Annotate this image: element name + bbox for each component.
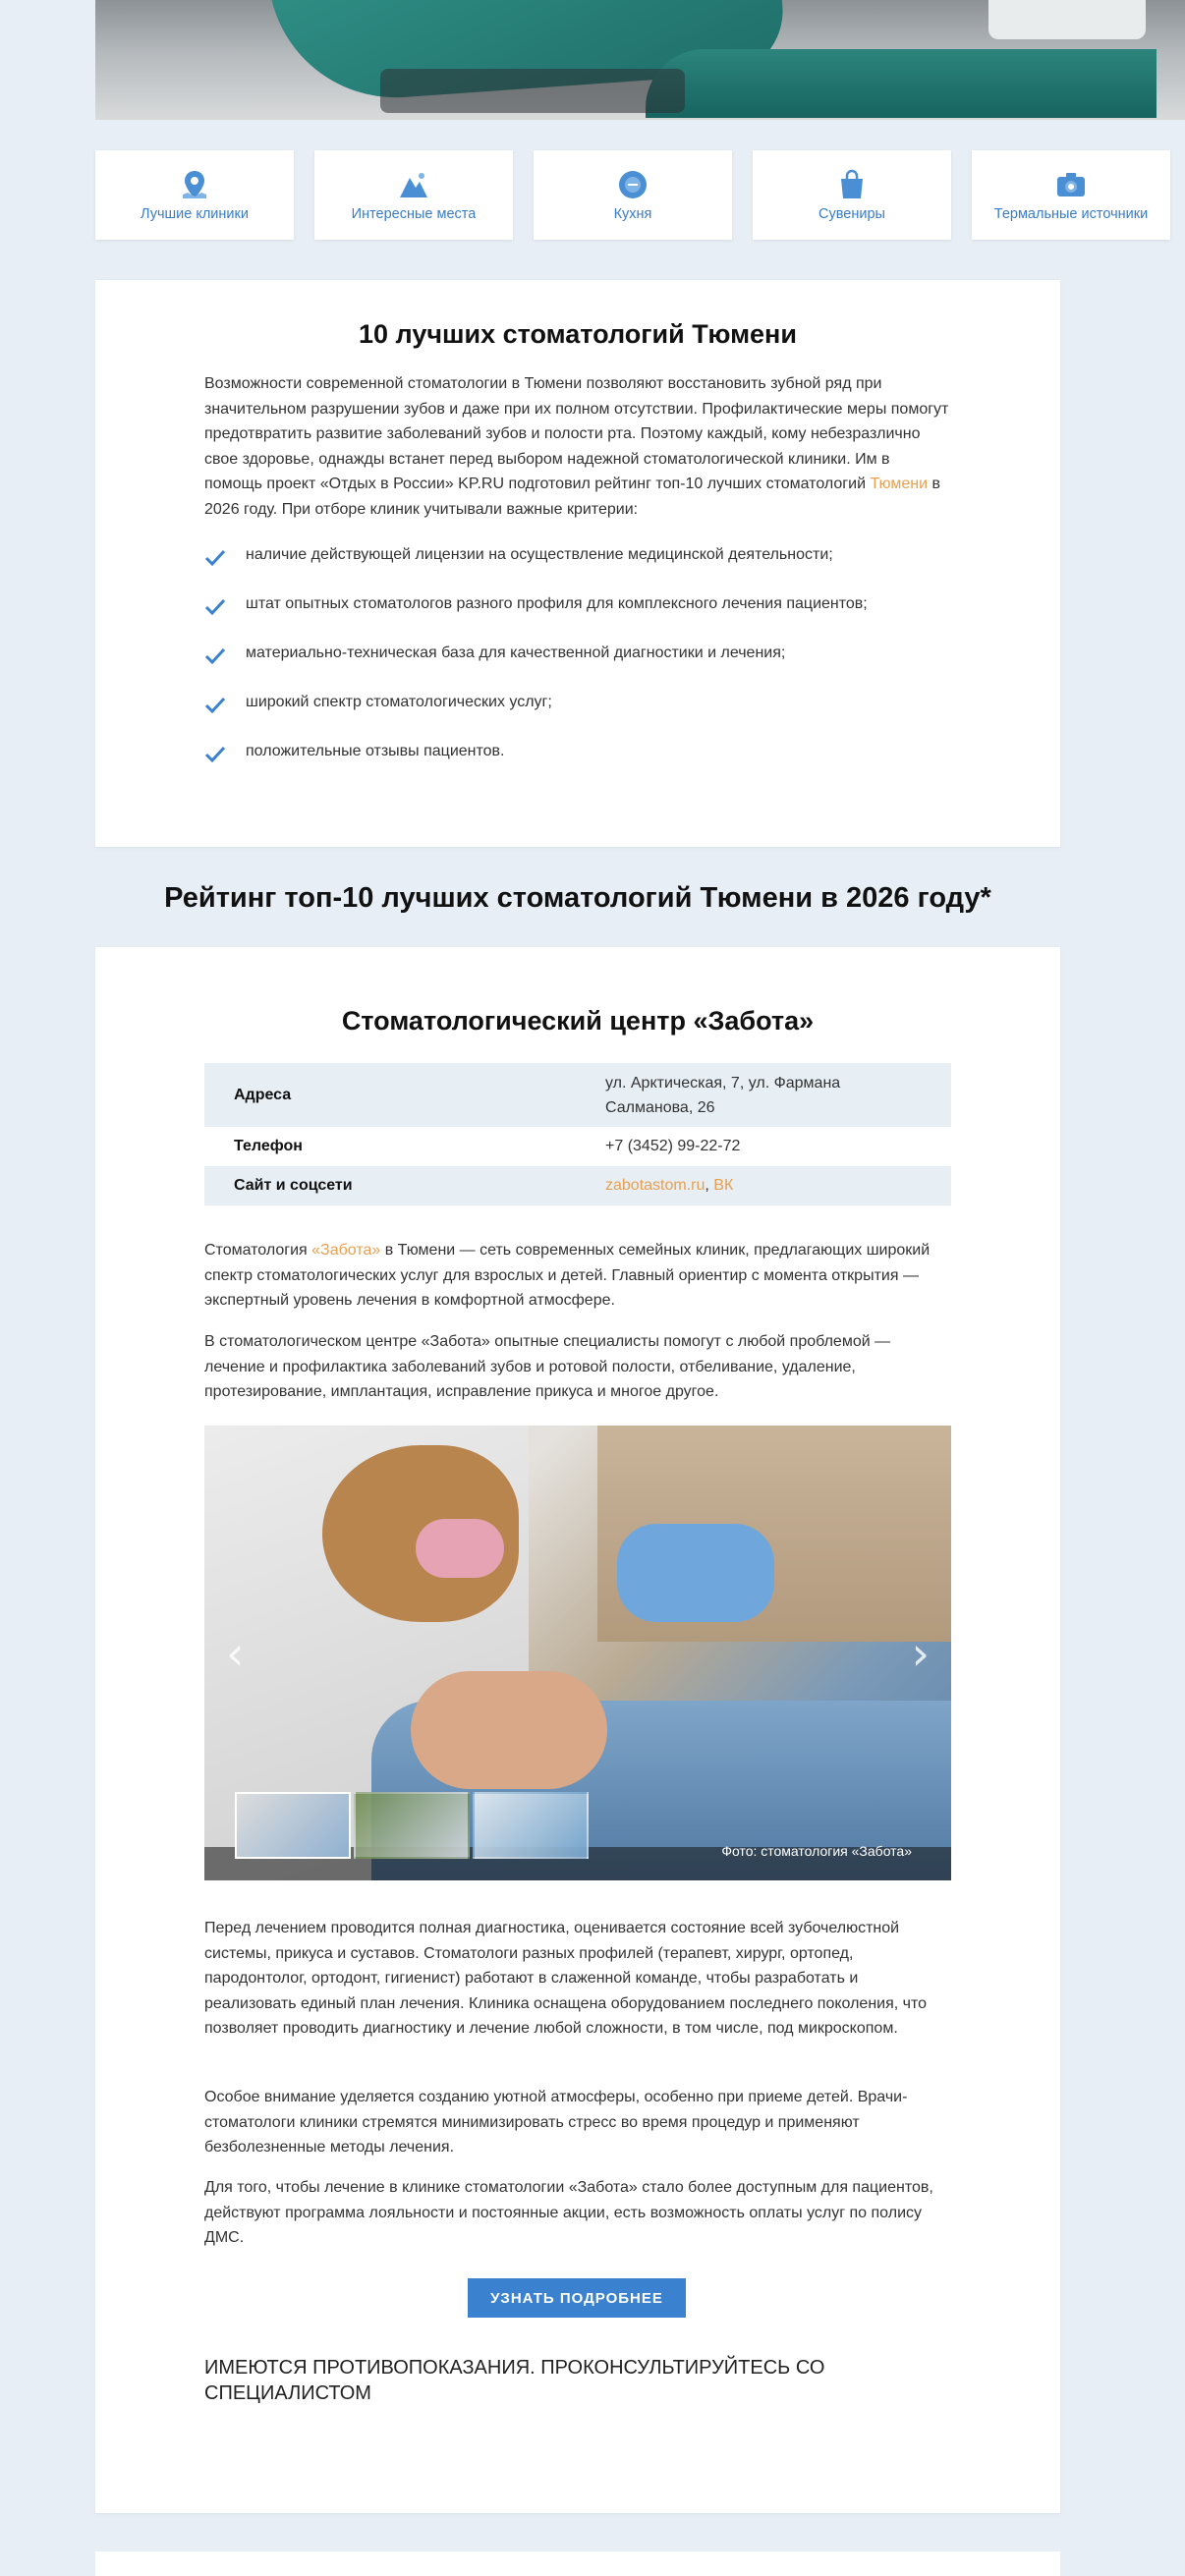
intro-lead-text-end: в 2026 году. При отборе клиник учитывали важные критерии: (204, 476, 940, 518)
check-icon (204, 547, 226, 569)
criteria-list (204, 531, 951, 776)
clinic-paragraph-4: Особое внимание уделяется созданию уютной атмосферы, особенно при приеме детей. Врачи-стоматологи клиники стремятся минимизировать стресс во время процедур и применяют безболезненные методы лечения. (204, 2089, 908, 2156)
gallery-thumbnail[interactable] (354, 1792, 470, 1859)
shopping-bag-icon (836, 169, 868, 200)
gallery-thumbnail[interactable] (473, 1792, 589, 1859)
address-row (204, 1063, 951, 1127)
check-icon (204, 744, 226, 765)
gallery-thumbnails (235, 1792, 589, 1859)
gallery-prev-icon[interactable]: ‹ (226, 1627, 245, 1680)
check-icon (204, 645, 226, 667)
category-thermal-springs[interactable] (972, 150, 1170, 240)
city-link[interactable]: Тюмени (870, 476, 929, 492)
criteria-item (204, 629, 951, 678)
paragraph-text: в Тюмени — сеть современных семейных клиник, предлагающих широкий спектр стоматологических услуг для взрослых и детей. Главный ориентир с момента открытия — экспертный уровень лечения в комфортной атмосфере. (204, 1242, 931, 1309)
address-value (576, 1063, 951, 1127)
criteria-item (204, 727, 951, 776)
website-link[interactable]: zabotastom.ru (605, 1177, 705, 1194)
clinic-paragraph-3: Перед лечением проводится полная диагностика, оценивается состояние всей зубочелюстной системы, прикуса и суставов. Стоматологи разных профилей (терапевт, хирург, ортопед, пародонтолог, ортодонт, гигиенист) работают в слаженной команде, чтобы разработать и реализовать единый план лечения. Клиника оснащена оборудованием последнего поколения, что позволяет проводить диагностику и лечение любой сложности, в том числе, под микроскопом. (204, 1920, 928, 2037)
site-row (204, 1166, 951, 1205)
address-line: Салманова, 26 (605, 1098, 715, 1116)
mountains-icon (398, 169, 429, 200)
site-label: Сайт и соцсети (234, 1177, 353, 1194)
phone-row (204, 1127, 951, 1166)
clinic-card (95, 947, 1060, 2513)
criteria-text: наличие действующей лицензии на осуществление медицинской деятельности; (246, 546, 833, 563)
address-line: ул. Арктическая, 7, ул. Фармана (605, 1074, 841, 1092)
category-nav (95, 150, 1185, 240)
intro-title: 10 лучших стоматологий Тюмени (359, 319, 797, 349)
site-value (576, 1166, 951, 1205)
camera-icon (1055, 169, 1087, 200)
clinic-link[interactable]: «Забота» (311, 1242, 381, 1259)
next-clinic-card (95, 2551, 1060, 2576)
category-label: Термальные источники (993, 205, 1149, 222)
category-souvenirs[interactable] (753, 150, 951, 240)
hero-image (95, 0, 1185, 120)
criteria-text: материально-техническая база для качественной диагностики и лечения; (246, 644, 786, 661)
phone-label: Телефон (234, 1138, 303, 1154)
paragraph-text: Стоматология (204, 1242, 312, 1259)
address-label: Адреса (234, 1087, 292, 1103)
criteria-text: широкий спектр стоматологических услуг; (246, 694, 552, 710)
category-label: Сувениры (818, 205, 885, 222)
category-label: Кухня (613, 205, 652, 222)
photo-gallery[interactable] (204, 1426, 951, 1880)
separator: , (705, 1177, 714, 1194)
criteria-text: положительные отзывы пациентов. (246, 743, 505, 759)
criteria-text: штат опытных стоматологов разного профиля для комплексного лечения пациентов; (246, 595, 868, 612)
criteria-item (204, 531, 951, 580)
category-interesting-places[interactable] (314, 150, 513, 240)
intro-card (95, 280, 1060, 847)
check-icon (204, 596, 226, 618)
contraindications-warning: ИМЕЮТСЯ ПРОТИВОПОКАЗАНИЯ. ПРОКОНСУЛЬТИРУЙТЕСЬ СО СПЕЦИАЛИСТОМ (204, 2357, 825, 2404)
clinic-info-table (204, 1063, 951, 1205)
vk-link[interactable]: ВК (713, 1177, 734, 1194)
gallery-next-icon[interactable]: › (911, 1627, 930, 1680)
gallery-thumbnail[interactable] (235, 1792, 351, 1859)
rating-title: Рейтинг топ-10 лучших стоматологий Тюмени в 2026 году* (164, 882, 991, 914)
intro-lead-text: Возможности современной стоматологии в Тюмени позволяют восстановить зубной ряд при значительном разрушении зубов и даже при их полном отсутствии. Профилактические меры помогут предотвратить развитие заболеваний зубов и полости рта. Поэтому каждый, кому небезразлично свое здоровье, однажды встанет перед выбором надежной стоматологической клиники. Им в помощь проект «Отдых в России» KP.RU подготовил рейтинг топ-10 лучших стоматологий (204, 375, 949, 492)
clinic-name: Стоматологический центр «Забота» (341, 1006, 815, 1036)
learn-more-button[interactable]: УЗНАТЬ ПОДРОБНЕЕ (468, 2278, 686, 2318)
map-pin-icon (179, 169, 210, 200)
dish-icon (617, 169, 649, 200)
category-best-clinics[interactable] (95, 150, 294, 240)
clinic-paragraph-2: В стоматологическом центре «Забота» опытные специалисты помогут с любой проблемой — лечение и профилактика заболеваний зубов и ротовой полости, отбеливание, удаление, протезирование, имплантация, исправление прикуса и многое другое. (204, 1333, 891, 1400)
criteria-item (204, 678, 951, 727)
category-cuisine[interactable] (534, 150, 732, 240)
clinic-paragraph-1 (204, 1238, 951, 1314)
category-label: Интересные места (351, 205, 477, 222)
clinic-paragraph-5: Для того, чтобы лечение в клинике стоматологии «Забота» стало более доступным для пациентов, действуют программа лояльности и постоянные акции, есть возможность оплаты услуг по полису ДМС. (204, 2179, 933, 2246)
photo-caption: Фото: стоматология «Забота» (721, 1843, 912, 1859)
criteria-item (204, 580, 951, 629)
intro-lead (204, 371, 951, 522)
phone-value[interactable]: +7 (3452) 99-22-72 (605, 1138, 741, 1154)
category-label: Лучшие клиники (141, 205, 249, 222)
check-icon (204, 695, 226, 716)
